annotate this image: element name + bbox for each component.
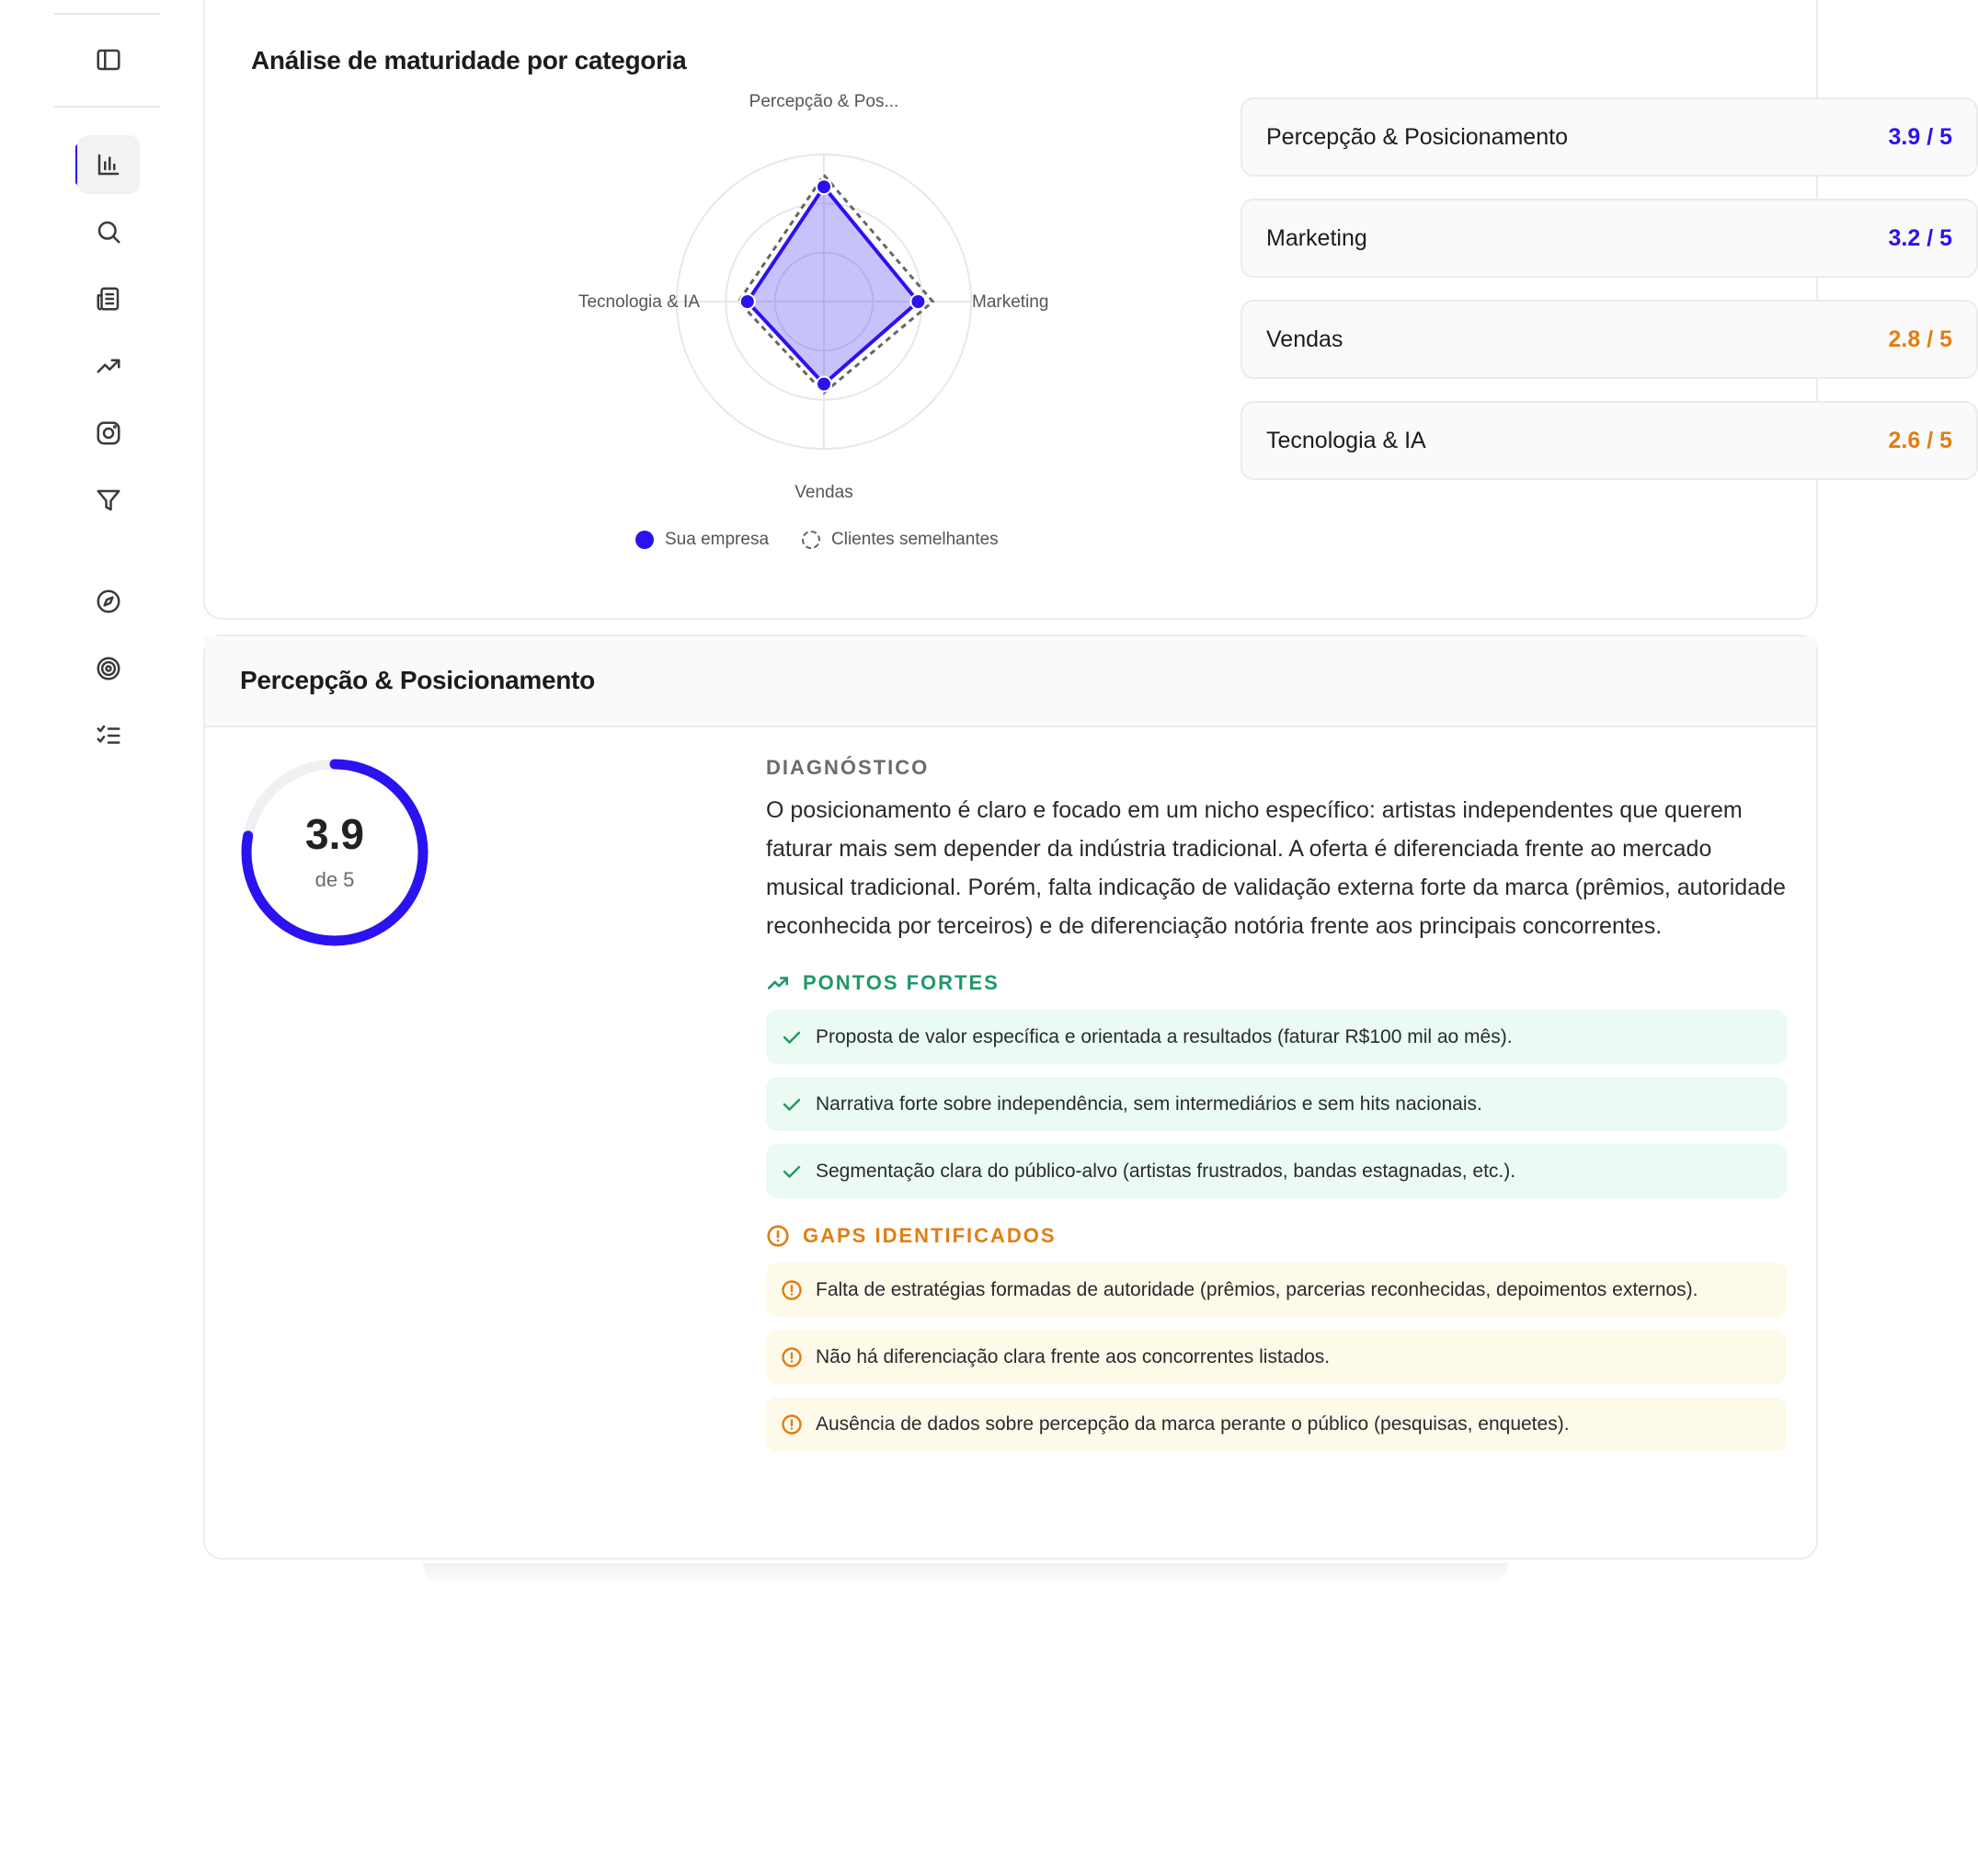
- radar-svg: [545, 83, 1097, 570]
- score-row-perception[interactable]: [1241, 97, 1978, 177]
- strength-text: Proposta de valor específica e orientada a resultados (faturar R$100 mil ao mês).: [816, 1026, 1513, 1047]
- radar-label-bottom: Vendas: [795, 483, 853, 502]
- score-ring: [238, 756, 431, 949]
- detail-content: [766, 756, 1787, 1464]
- gaps-heading: [766, 1224, 1787, 1248]
- maturity-title: Análise de maturidade por categoria: [251, 46, 687, 74]
- score-row-label: Marketing: [1266, 224, 1367, 251]
- radar-chart: [545, 83, 1097, 570]
- compass-icon: [95, 588, 122, 615]
- strength-item: [766, 1077, 1787, 1131]
- sidebar: [0, 0, 175, 1876]
- radar-series-company: [748, 187, 919, 383]
- score-row-value: 2.6 / 5: [1888, 427, 1952, 453]
- sidebar-item-instagram[interactable]: [77, 404, 140, 463]
- sidebar-item-search[interactable]: [77, 202, 140, 261]
- score-row-marketing[interactable]: [1241, 199, 1978, 278]
- sidebar-item-explore[interactable]: [77, 572, 140, 631]
- legend-item-company[interactable]: [635, 530, 769, 550]
- gap-item: [766, 1330, 1787, 1384]
- search-icon: [95, 218, 122, 246]
- check-icon: [781, 1161, 803, 1183]
- check-icon: [781, 1093, 803, 1115]
- sidebar-item-funnel[interactable]: [77, 471, 140, 530]
- strengths-label: PONTOS FORTES: [803, 971, 1000, 994]
- sidebar-item-news[interactable]: [77, 269, 140, 328]
- alert-circle-icon: [781, 1279, 803, 1301]
- gap-text: Falta de estratégias formadas de autoridade (prêmios, parcerias reconhecidas, depoimentos externos).: [816, 1279, 1698, 1300]
- sidebar-item-tasks[interactable]: [77, 706, 140, 765]
- alert-circle-icon: [766, 1224, 790, 1248]
- trending-up-icon: [766, 971, 790, 995]
- strength-text: Narrativa forte sobre independência, sem intermediários e sem hits nacionais.: [816, 1093, 1482, 1115]
- strength-item: [766, 1010, 1787, 1064]
- score-row-label: Tecnologia & IA: [1266, 427, 1426, 453]
- sidebar-item-analytics[interactable]: [77, 135, 140, 194]
- diagnostic-label: DIAGNÓSTICO: [766, 756, 930, 779]
- category-detail-card: [203, 635, 1818, 1560]
- gap-item: [766, 1263, 1787, 1317]
- newspaper-icon: [95, 285, 122, 313]
- legend-swatch-company: [635, 531, 654, 549]
- radar-label-right: Marketing: [972, 292, 1049, 312]
- score-row-label: Percepção & Posicionamento: [1266, 123, 1568, 150]
- alert-circle-icon: [781, 1346, 803, 1368]
- gap-text: Não há diferenciação clara frente aos concorrentes listados.: [816, 1346, 1331, 1367]
- score-row-value: 3.2 / 5: [1888, 224, 1952, 251]
- maturity-card: [203, 0, 1952, 620]
- gap-text: Ausência de dados sobre percepção da marca perante o público (pesquisas, enquetes).: [816, 1413, 1570, 1435]
- radar-point-company: [910, 294, 925, 309]
- gaps-label: GAPS IDENTIFICADOS: [803, 1224, 1057, 1247]
- sidebar-item-goals[interactable]: [77, 639, 140, 698]
- sidebar-divider: [54, 106, 160, 108]
- score-row-sales[interactable]: [1241, 300, 1978, 379]
- strengths-heading: [766, 971, 1787, 995]
- strength-text: Segmentação clara do público-alvo (artistas frustrados, bandas estagnadas, etc.).: [816, 1161, 1516, 1182]
- radar-label-left: Tecnologia & IA: [577, 292, 700, 312]
- legend-label-company: Sua empresa: [665, 530, 770, 549]
- score-row-tech[interactable]: [1241, 401, 1978, 480]
- score-value: 3.9: [305, 810, 364, 858]
- radar-point-company: [817, 179, 831, 194]
- alert-circle-icon: [781, 1413, 803, 1436]
- category-score-list: [1241, 97, 1978, 502]
- filter-icon: [95, 486, 122, 514]
- target-icon: [95, 655, 122, 682]
- card-shadow: [423, 1563, 1508, 1585]
- legend-label-peers: Clientes semelhantes: [831, 530, 999, 549]
- bar-chart-icon: [95, 151, 122, 178]
- score-max: de 5: [314, 868, 355, 891]
- trending-up-icon: [95, 352, 122, 380]
- score-row-value: 3.9 / 5: [1888, 123, 1952, 150]
- detail-title: Percepção & Posicionamento: [240, 666, 595, 694]
- sidebar-toggle-icon: [95, 46, 122, 74]
- sidebar-toggle-button[interactable]: [77, 30, 140, 89]
- gap-item: [766, 1397, 1787, 1451]
- radar-point-company: [740, 294, 755, 309]
- strength-item: [766, 1144, 1787, 1198]
- check-icon: [781, 1026, 803, 1048]
- sidebar-divider: [54, 13, 160, 15]
- legend-item-peers[interactable]: [802, 530, 999, 550]
- diagnostic-text: O posicionamento é claro e focado em um nicho específico: artistas independentes que querem faturar mais sem depender da indústria tradicional. A oferta é diferenciada frente ao mercado musical tradicional. Porém, falta indicação de validação externa forte da marca (prêmios, autoridade reconhecida por terceiros) e de diferenciação notória frente aos principais concorrentes.: [766, 797, 1786, 939]
- score-row-value: 2.8 / 5: [1888, 326, 1952, 352]
- legend-swatch-peers: [802, 531, 820, 549]
- score-row-label: Vendas: [1266, 326, 1343, 352]
- instagram-icon: [95, 419, 122, 447]
- sidebar-item-trends[interactable]: [77, 337, 140, 395]
- radar-label-top: Percepção & Pos...: [749, 92, 899, 111]
- checklist-icon: [95, 722, 122, 749]
- detail-header: [205, 636, 1816, 727]
- radar-legend: [635, 530, 999, 550]
- radar-point-company: [817, 377, 831, 392]
